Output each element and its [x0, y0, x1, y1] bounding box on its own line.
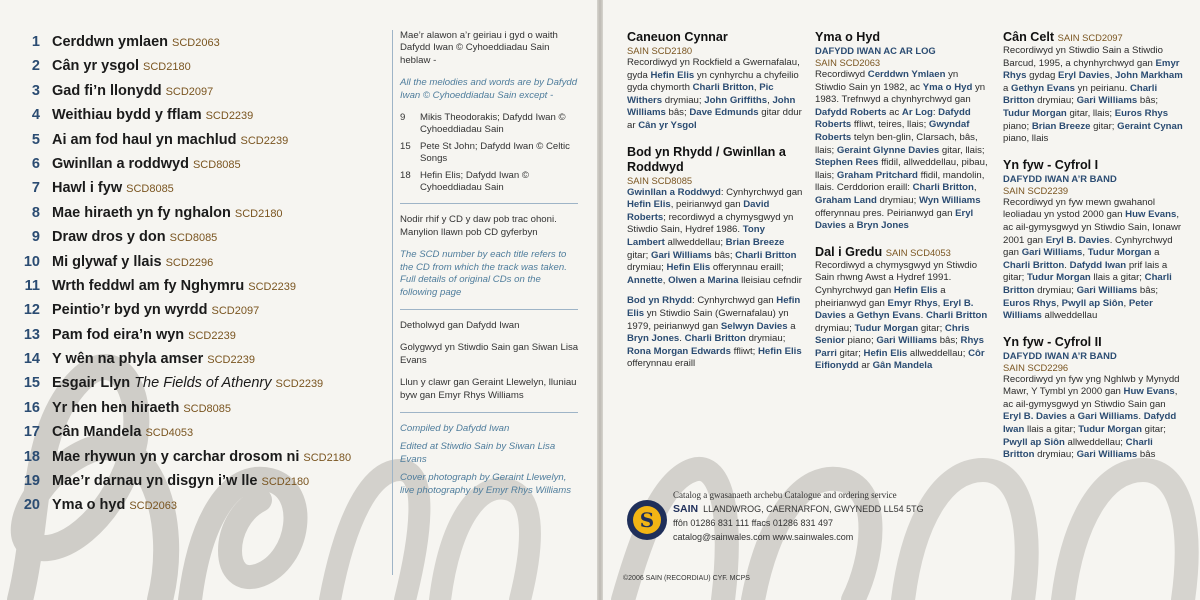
divider [400, 412, 578, 413]
track-number: 5 [31, 131, 40, 148]
track-title: Esgair Llyn The Fields of Athenry SCD2239 [52, 375, 324, 392]
track-code: SCD8085 [169, 232, 218, 245]
album-title: Dal i Gredu SAIN SCD4053 [815, 244, 951, 259]
track-code: SCD2063 [172, 37, 220, 49]
album-credits: Bod yn Rhydd: Cynhyrchwyd gan Hefin Elis yn Stiwdio Sain (Gwernafalau) yn 1979, peirianwyd gan Selwyn Davies a Bryn Jones. Charli Britton drymiau; Rona Morgan Edwards ffliwt; Hefin Elis offerynnau eraill [627, 295, 802, 370]
track-title: Weithiau bydd y fflam SCD2239 [52, 107, 254, 124]
album-column-1 [627, 30, 803, 383]
track-title: Draw dros y don SCD8085 [52, 229, 218, 246]
track-code: SCD2239 [240, 134, 289, 147]
track-row[interactable] [0, 298, 390, 322]
track-number: 6 [31, 155, 40, 172]
track-row[interactable] [0, 420, 390, 444]
left-page [0, 0, 597, 600]
album-artist: DAFYDD IWAN A’R BAND [1003, 172, 1117, 184]
track-code: SCD2180 [303, 451, 352, 464]
cover-en: Cover photograph by Geraint Llewelyn, live photography by Emyr Rhys Williams [400, 472, 572, 496]
track-title: Gwinllan a roddwyd SCD8085 [52, 155, 241, 172]
divider [400, 309, 578, 310]
track-row[interactable] [0, 396, 390, 420]
track-number: 8 [31, 204, 40, 221]
album-credits: Recordiwyd yn Rockfield a Gwernafalau, gyda Hefin Elis yn cynhyrchu a chyfeilio gyda chymorth Charli Britton, Pic Withers drymiau; John Griffiths, John Williams bâs; Dave Edmunds gitar ddur ar Cân yr Ysgol [627, 57, 802, 131]
track-code: SCD2180 [143, 61, 191, 74]
track-row[interactable] [0, 30, 390, 54]
album-fyw2 [1003, 335, 1185, 462]
track-list [0, 30, 390, 518]
track-number: 9 [31, 229, 40, 246]
track-number: 14 [23, 351, 40, 368]
edited-welsh: Golygwyd yn Stiwdio Sain gan Siwan Lisa Evans [400, 342, 579, 366]
album-code: SAIN SCD4053 [885, 246, 951, 258]
track-row[interactable] [0, 152, 390, 176]
track-row[interactable] [0, 225, 390, 249]
track-code: SCD8085 [126, 183, 174, 196]
album-code: SAIN SCD2180 [627, 45, 693, 56]
welsh-intro: Mae’r alawon a’r geiriau i gyd o waith Dafydd Iwan © Cyhoeddiadau Sain heblaw - [400, 30, 558, 66]
track-title: Yma o hyd SCD2063 [52, 497, 178, 514]
track-title: Wrth feddwl am fy Nghymru SCD2239 [52, 277, 296, 294]
cover-welsh: Llun y clawr gan Geraint Llewelyn, lluniau byw gan Emyr Rhys Williams [400, 377, 577, 401]
track-row[interactable] [0, 103, 390, 127]
album-credits: Recordiwyd yn fyw mewn gwahanol leoliadau yn ystod 2000 gan Huw Evans, ac ail-gymysgwyd yn Stiwdio Sain, Ionawr 2001 gan Eryl B. Davies. Cynhyrchwyd gan Gari Williams, Tudur Morgan a Charli Britton. Dafydd Iwan prif lais a gitar; Tudur Morgan llais a gitar; Charli Britton drymiau; Gari Williams bâs; Euros Rhys, Pwyll ap Siôn, Peter Williams allweddellau [1003, 196, 1182, 322]
album-credits: Recordiwyd Cerddwn Ymlaen yn Stiwdio Sain yn 1982, ac Yma o Hyd yn 1983. Trefnwyd a chynhyrchwyd gan Dafydd Roberts ac Ar Log: Dafydd Roberts ffliwt, teires, llais; Gwyndaf Roberts telyn ben-glin, Clarsach, bâs, llais; Geraint Glynne Davies gitar, llais; Stephen Rees ffidil, allweddellau, pibau, llais; Graham Pritchard ffidil, mandolin, llais. Cerddorion eraill: Charli Britton, Graham Land drymiau; Wyn Williams offerynnau pres. Peirianwyd gan Eryl Davies a Bryn Jones [815, 69, 988, 232]
album-credits: Recordiwyd yn Stiwdio Sain a Stiwdio Barcud, 1995, a chynhyrchwyd gan Emyr Rhys gydag Eryl Davies, John Markham a Gethyn Evans yn peirianu. Charli Britton drymiau; Gari Williams bâs; Tudur Morgan gitar, llais; Euros Rhys piano; Brian Breeze gitar; Geraint Cynan piano, llais [1003, 45, 1183, 145]
track-title: Mae rhywun yn y carchar drosom ni SCD2180 [52, 448, 352, 465]
track-row[interactable] [0, 493, 390, 517]
track-number: 2 [31, 58, 40, 75]
sain-logo-icon: S [627, 500, 667, 540]
track-code: SCD2239 [207, 354, 255, 367]
track-code: SCD2239 [205, 110, 254, 123]
album-credits: Gwinllan a Roddwyd: Cynhyrchwyd gan Hefin Elis, peirianwyd gan David Roberts; recordiwyd a chymysgwyd yn Stiwdio Sain, Hydref 1986. Tony Lambert allweddellau; Brian Breeze gitar; Gari Williams bâs; Charli Britton drymiau; Hefin Elis offerynnau eraill; Annette, Olwen a Marina lleisiau cefndir [627, 186, 803, 286]
album-title: Yn fyw - Cyfrol I [1003, 157, 1099, 172]
exception-item: 18 Hefin Elis; Dafydd Iwan © Cyhoeddiadau Sain [400, 169, 529, 194]
album-code: SAIN SCD8085 [627, 174, 693, 186]
track-title: Peintio’r byd yn wyrdd SCD2097 [52, 302, 260, 319]
album-credits: Recordiwyd a chymysgwyd yn Stiwdio Sain rhwng Awst a Hydref 1991. Cynhyrchwyd gan Hefin Elis a pheirianwyd gan Emyr Rhys, Eryl B. Davies a Gethyn Evans. Charli Britton drymiau; Tudur Morgan gitar; Chris Senior piano; Gari Williams bâs; Rhys Parri gitar; Hefin Elis allweddellau; Côr Eifionydd ar Gân Mandela [815, 259, 988, 372]
album-code: SAIN SCD2063 [815, 57, 881, 68]
track-code: SCD2296 [165, 256, 214, 269]
track-number: 7 [31, 180, 40, 197]
album-bod [627, 145, 803, 371]
track-code: SCD2097 [211, 305, 260, 318]
track-number: 10 [23, 253, 40, 270]
catalog-address: SAIN LLANDWROG, CAERNARFON, GWYNEDD LL54 5TG [673, 503, 924, 515]
track-code: SCD2239 [188, 329, 236, 342]
track-title: Cân yr ysgol SCD2180 [52, 58, 191, 75]
track-title: Y wên na phyla amser SCD2239 [52, 351, 255, 368]
edited-en: Edited at Stiwdio Sain by Siwan Lisa Evans [400, 441, 556, 465]
track-row[interactable] [0, 201, 390, 225]
album-credits: Recordiwyd yn fyw yng Nghlwb y Mynydd Mawr, Y Tymbl yn 2000 gan Huw Evans, ac ail-gymysgwyd yn Stiwdio Sain gan Eryl B. Davies a Gari Williams. Dafydd Iwan llais a gitar; Tudur Morgan gitar; Pwyll ap Siôn allweddellau; Charli Britton drymiau; Gari Williams bâs [1003, 373, 1180, 461]
track-number: 19 [23, 473, 40, 490]
exception-item: 15 Pete St John; Dafydd Iwan © Celtic Songs [400, 140, 570, 165]
track-number: 20 [23, 497, 40, 514]
album-title: Yma o Hyd [815, 30, 881, 44]
track-row[interactable] [0, 128, 390, 152]
track-code: SCD4053 [145, 427, 194, 440]
album-artist: DAFYDD IWAN AC AR LOG [815, 45, 936, 56]
compiled-en: Compiled by Dafydd Iwan [400, 422, 510, 434]
track-code: SCD8085 [183, 402, 232, 415]
track-row[interactable] [0, 176, 390, 200]
track-number: 18 [23, 448, 40, 465]
track-code: SCD2097 [165, 85, 214, 98]
catalog-heading: Catalog a gwasanaeth archebu Catalogue and ordering service [673, 490, 897, 500]
credits-notes [400, 30, 580, 507]
track-title: Cerddwn ymlaen SCD2063 [52, 34, 220, 50]
track-row[interactable] [0, 250, 390, 274]
track-title: Mae hiraeth yn fy nghalon SCD2180 [52, 204, 283, 221]
track-row[interactable] [0, 323, 390, 347]
track-title: Gad fi’n llonydd SCD2097 [52, 82, 214, 99]
track-title: Hawl i fyw SCD8085 [52, 180, 174, 197]
album-code: SAIN SCD2296 [1003, 361, 1069, 373]
divider [400, 203, 578, 204]
album-dal [815, 245, 991, 373]
track-code: SCD2180 [234, 207, 283, 220]
track-number: 3 [31, 82, 40, 99]
track-number: 16 [23, 399, 40, 416]
album-title: Yn fyw - Cyfrol II [1003, 334, 1102, 349]
track-title: Yr hen hen hiraeth SCD8085 [52, 399, 232, 416]
track-title: Mae’r darnau yn disgyn i’w lle SCD2180 [52, 473, 310, 490]
track-code: SCD2063 [129, 500, 178, 513]
track-row[interactable] [0, 445, 390, 469]
track-number: 15 [23, 375, 40, 392]
track-row[interactable] [0, 274, 390, 298]
column-divider [392, 30, 393, 575]
track-number: 11 [24, 277, 40, 294]
track-code: SCD2239 [248, 280, 296, 293]
album-artist: DAFYDD IWAN A’R BAND [1003, 349, 1117, 361]
album-title: Caneuon Cynnar [627, 30, 728, 44]
welsh-scd-note: Nodir rhif y CD y daw pob trac ohoni. Manylion llawn pob CD gyferbyn [400, 214, 557, 238]
track-title: Cân Mandela SCD4053 [52, 424, 194, 441]
track-row[interactable] [0, 79, 390, 103]
track-number: 12 [23, 302, 40, 319]
album-code: SAIN SCD2097 [1057, 32, 1123, 43]
track-title: Mi glywaf y llais SCD2296 [52, 253, 214, 270]
exception-item: 9 Mikis Theodorakis; Dafydd Iwan © Cyhoeddiadau Sain [400, 112, 566, 136]
album-fyw1 [1003, 158, 1185, 323]
track-title-english: The Fields of Athenry [134, 375, 272, 392]
album-title: Bod yn Rhydd / Gwinllan a Roddwyd [627, 144, 786, 174]
track-code: SCD8085 [192, 158, 241, 171]
track-row[interactable] [0, 54, 390, 78]
selected-by: Detholwyd gan Dafydd Iwan [400, 319, 520, 331]
album-column-3 [1003, 30, 1185, 474]
track-row[interactable] [0, 469, 390, 493]
catalog-info [627, 488, 1007, 578]
track-row[interactable] [0, 371, 390, 395]
album-celt [1003, 30, 1185, 146]
english-intro: All the melodies and words are by Dafydd Iwan © Cyhoeddiadau Sain except - [400, 77, 578, 101]
english-scd-note: The SCD number by each title refers to the CD from which the track was taken. Full details of original CDs on the following page [400, 249, 567, 298]
track-number: 17 [23, 424, 40, 441]
track-code: SCD2180 [261, 476, 310, 489]
track-row[interactable] [0, 347, 390, 371]
album-yma [815, 30, 991, 233]
album-column-2 [815, 30, 991, 385]
right-page [603, 0, 1200, 600]
album-caneuon [627, 30, 803, 133]
album-title: Cân Celt SAIN SCD2097 [1003, 30, 1123, 44]
track-code: SCD2239 [275, 378, 324, 391]
track-title: Pam fod eira’n wyn SCD2239 [52, 326, 236, 343]
track-number: 4 [31, 107, 40, 124]
album-code: SAIN SCD2239 [1003, 184, 1069, 196]
copyright-line: ©2006 SAIN (RECORDIAU) CYF. MCPS [623, 575, 750, 582]
track-number: 13 [23, 326, 40, 343]
track-title: Ai am fod haul yn machlud SCD2239 [52, 131, 289, 148]
catalog-web[interactable]: catalog@sainwales.com www.sainwales.com [673, 532, 854, 542]
catalog-phone: ffôn 01286 831 111 ffacs 01286 831 497 [673, 518, 833, 528]
track-number: 1 [31, 34, 40, 50]
